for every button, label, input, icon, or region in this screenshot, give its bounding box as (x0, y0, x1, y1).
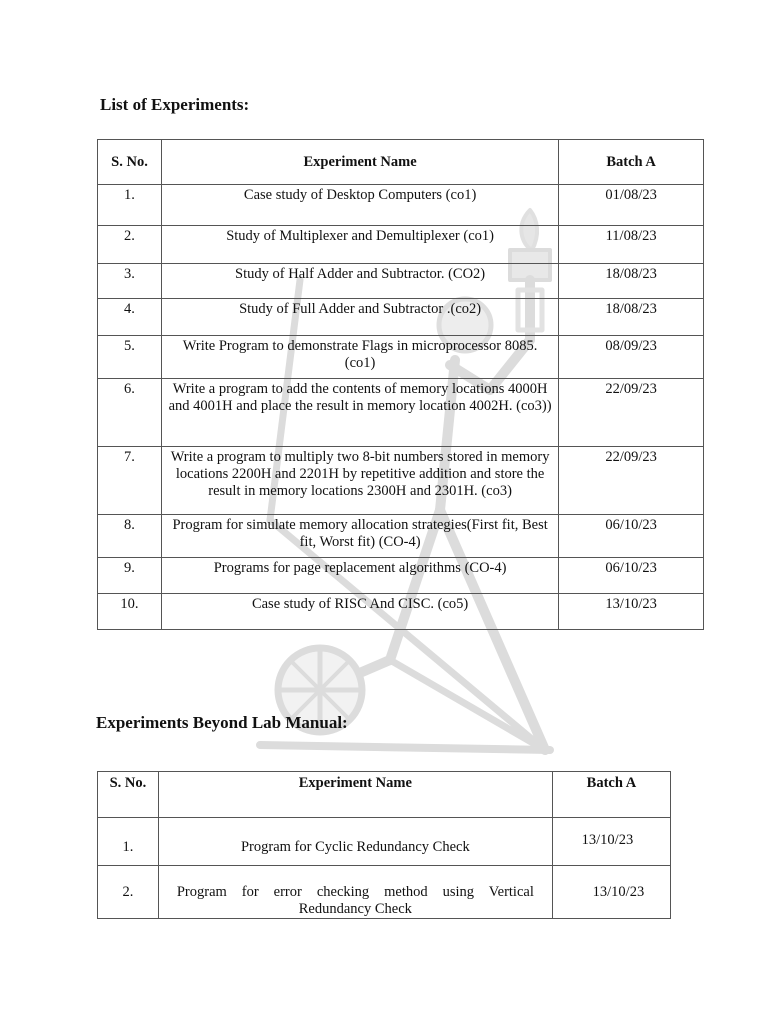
table-row (98, 515, 704, 558)
row-experiment-name: Programs for page replacement algorithms (CO-4) (161, 558, 558, 594)
row-experiment-name: Case study of RISC And CISC. (co5) (161, 594, 558, 630)
section-title-beyond-lab: Experiments Beyond Lab Manual: (96, 713, 348, 732)
row-sno: 6. (98, 379, 162, 447)
header-experiment-name: Experiment Name (161, 140, 558, 185)
table-row (98, 379, 704, 447)
header-sno: S. No. (98, 140, 162, 185)
table-header-row (98, 140, 704, 185)
row-batch-date: 18/08/23 (559, 264, 704, 299)
row-sno: 1. (98, 185, 162, 226)
row-sno: 10. (98, 594, 162, 630)
table-row (98, 226, 704, 264)
table-row (98, 447, 704, 515)
row-experiment-name: Write a program to multiply two 8-bit numbers stored in memory locations 2200H and 2201H by repetitive addition and store the result in memory locations 2300H and 2301H. (co3) (161, 447, 558, 515)
table-row (98, 185, 704, 226)
row-batch-date: 11/08/23 (559, 226, 704, 264)
table-row (98, 866, 671, 919)
row-batch-date: 22/09/23 (559, 379, 704, 447)
row-experiment-name: Write Program to demonstrate Flags in microprocessor 8085. (co1) (161, 336, 558, 379)
header-batch: Batch A (552, 772, 670, 818)
row-experiment-name: Study of Half Adder and Subtractor. (CO2) (161, 264, 558, 299)
row-experiment-name: Program for error checking method using Vertical Redundancy Check (158, 866, 552, 919)
row-batch-date: 01/08/23 (559, 185, 704, 226)
row-experiment-name: Program for simulate memory allocation strategies(First fit, Best fit, Worst fit) (CO-4) (161, 515, 558, 558)
row-batch-date: 06/10/23 (559, 558, 704, 594)
experiments-table (97, 139, 704, 630)
table-row (98, 336, 704, 379)
row-experiment-name: Study of Full Adder and Subtractor .(co2) (161, 299, 558, 336)
beyond-lab-table (97, 771, 671, 919)
row-experiment-name: Program for Cyclic Redundancy Check (158, 818, 552, 866)
row-sno: 8. (98, 515, 162, 558)
row-batch-date: 22/09/23 (559, 447, 704, 515)
row-batch-date: 18/08/23 (559, 299, 704, 336)
row-sno: 9. (98, 558, 162, 594)
row-batch-date: 13/10/23 (559, 594, 704, 630)
row-sno: 5. (98, 336, 162, 379)
table-row (98, 299, 704, 336)
row-batch-date: 08/09/23 (559, 336, 704, 379)
header-batch: Batch A (559, 140, 704, 185)
table-row (98, 594, 704, 630)
row-experiment-name: Study of Multiplexer and Demultiplexer (co1) (161, 226, 558, 264)
table-header-row (98, 772, 671, 818)
row-sno: 3. (98, 264, 162, 299)
row-sno: 2. (98, 226, 162, 264)
row-batch-date: 13/10/23 (552, 866, 670, 919)
header-experiment-name: Experiment Name (158, 772, 552, 818)
row-batch-date: 13/10/23 (552, 818, 670, 866)
table-row (98, 818, 671, 866)
section-title-experiments: List of Experiments: (100, 95, 250, 114)
row-sno: 2. (98, 866, 159, 919)
header-sno: S. No. (98, 772, 159, 818)
row-sno: 7. (98, 447, 162, 515)
table-row (98, 264, 704, 299)
row-sno: 1. (98, 818, 159, 866)
row-experiment-name: Write a program to add the contents of memory locations 4000H and 4001H and place the result in memory location 4002H. (co3)) (161, 379, 558, 447)
row-experiment-name: Case study of Desktop Computers (co1) (161, 185, 558, 226)
table-row (98, 558, 704, 594)
row-sno: 4. (98, 299, 162, 336)
row-batch-date: 06/10/23 (559, 515, 704, 558)
